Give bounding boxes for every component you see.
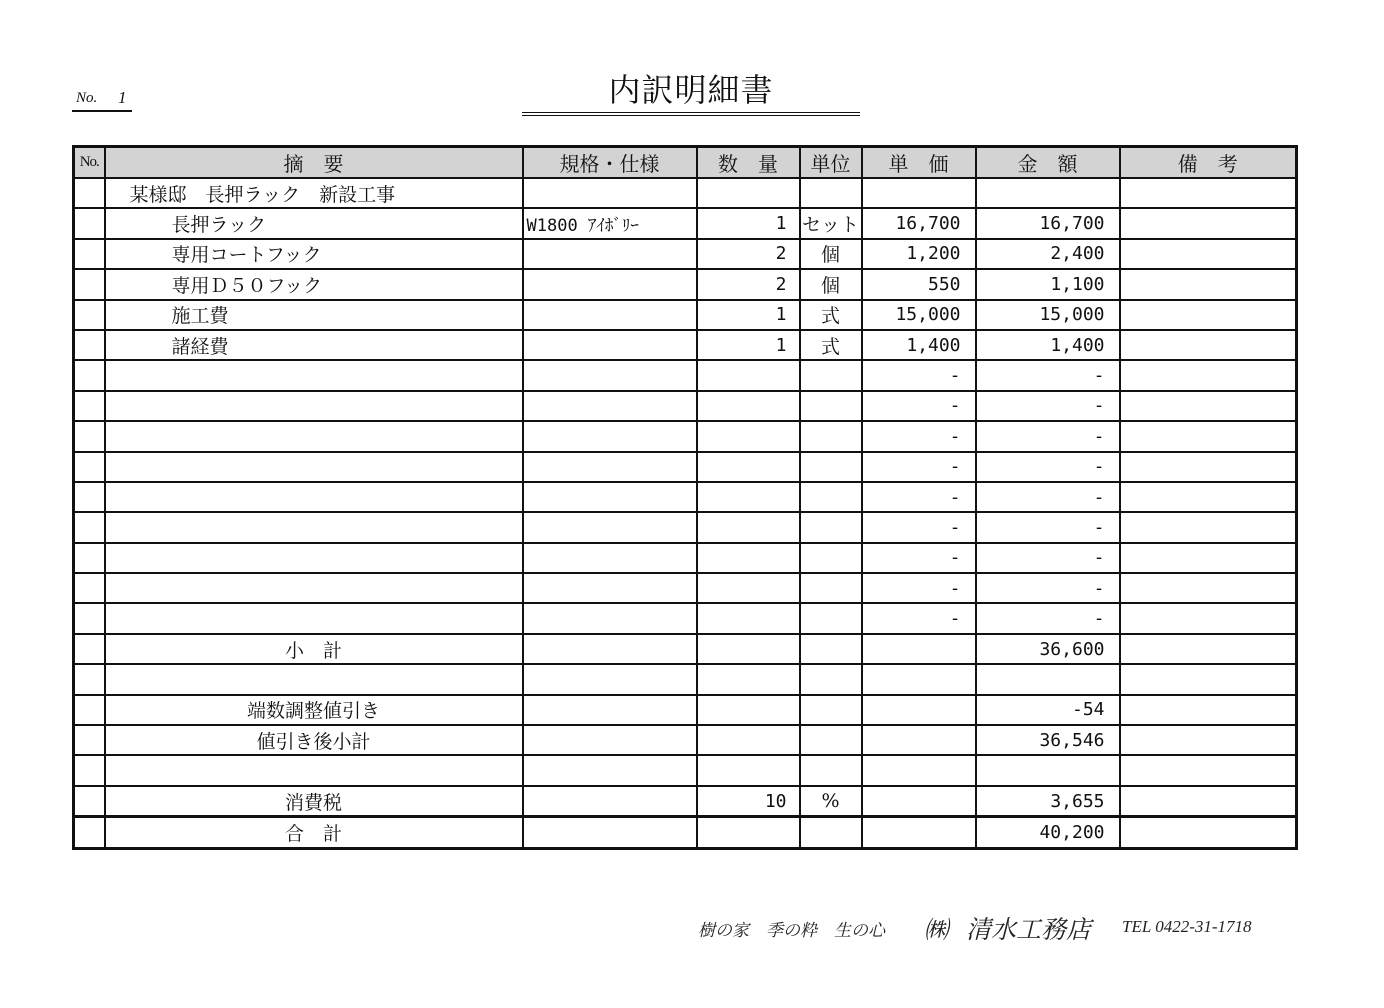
spec-cell	[523, 543, 697, 573]
quantity-cell	[697, 725, 800, 755]
document-number	[72, 86, 132, 112]
unit-cell	[800, 421, 862, 451]
no-cell	[74, 452, 105, 482]
unit-price-cell	[862, 725, 976, 755]
company-corporation-mark: ㈱	[924, 916, 948, 944]
amount-cell: -	[976, 512, 1120, 542]
blank-row	[74, 664, 1297, 694]
amount-cell: 1,400	[976, 330, 1120, 360]
spec-cell	[523, 817, 697, 848]
description-cell	[105, 573, 523, 603]
header-unit-price: 単 価	[862, 147, 976, 179]
table-row	[74, 360, 1297, 390]
description-cell: 施工費	[105, 300, 523, 330]
table-row	[74, 482, 1297, 512]
document-number-value: 1	[118, 88, 127, 107]
remarks-cell	[1120, 786, 1297, 817]
document-number-label: No.	[76, 90, 98, 106]
unit-price-cell: -	[862, 421, 976, 451]
no-cell	[74, 482, 105, 512]
no-cell	[74, 239, 105, 269]
unit-price-cell: -	[862, 512, 976, 542]
no-cell	[74, 725, 105, 755]
total-amount: 40,200	[976, 817, 1120, 848]
description-cell	[105, 482, 523, 512]
remarks-cell	[1120, 239, 1297, 269]
no-cell	[74, 421, 105, 451]
tax-rate: 10	[697, 786, 800, 817]
no-cell	[74, 543, 105, 573]
table-row	[74, 178, 1297, 208]
tax-label: 消費税	[105, 786, 523, 817]
quantity-cell: 2	[697, 269, 800, 299]
amount-cell: -	[976, 543, 1120, 573]
remarks-cell	[1120, 360, 1297, 390]
document-title: 内訳明細書	[522, 68, 860, 116]
tax-row	[74, 786, 1297, 817]
remarks-cell	[1120, 391, 1297, 421]
unit-cell: 式	[800, 300, 862, 330]
subtotal-row	[74, 634, 1297, 664]
amount-cell: -	[976, 391, 1120, 421]
amount-cell: -	[976, 603, 1120, 633]
spec-cell	[523, 512, 697, 542]
remarks-cell	[1120, 482, 1297, 512]
unit-price-cell: 15,000	[862, 300, 976, 330]
amount-cell: 1,100	[976, 269, 1120, 299]
unit-cell	[800, 817, 862, 848]
unit-price-cell: -	[862, 360, 976, 390]
total-label: 合 計	[105, 817, 523, 848]
unit-cell	[800, 452, 862, 482]
spec-cell	[523, 178, 697, 208]
company-phone: TEL 0422-31-1718	[1122, 917, 1252, 936]
discount-row	[74, 695, 1297, 725]
quantity-cell	[697, 421, 800, 451]
unit-cell	[800, 178, 862, 208]
description-cell	[105, 603, 523, 633]
remarks-cell	[1120, 421, 1297, 451]
description-cell	[105, 543, 523, 573]
table-row	[74, 391, 1297, 421]
unit-price-cell	[862, 178, 976, 208]
unit-cell	[800, 725, 862, 755]
table-row	[74, 239, 1297, 269]
quantity-cell	[697, 482, 800, 512]
unit-cell	[800, 512, 862, 542]
tax-unit: %	[800, 786, 862, 817]
spec-cell	[523, 695, 697, 725]
unit-price-cell: 550	[862, 269, 976, 299]
table-row	[74, 452, 1297, 482]
subtotal-amount: 36,600	[976, 634, 1120, 664]
description-cell	[105, 512, 523, 542]
unit-cell: 個	[800, 239, 862, 269]
discount-amount: -54	[976, 695, 1120, 725]
no-cell	[74, 512, 105, 542]
remarks-cell	[1120, 452, 1297, 482]
quantity-cell: 2	[697, 239, 800, 269]
remarks-cell	[1120, 695, 1297, 725]
no-cell	[74, 695, 105, 725]
header-description: 摘 要	[105, 147, 523, 179]
no-cell	[74, 330, 105, 360]
spec-cell	[523, 360, 697, 390]
unit-cell	[800, 634, 862, 664]
no-cell	[74, 178, 105, 208]
header-no: No.	[74, 147, 105, 179]
table-row	[74, 300, 1297, 330]
unit-price-cell: 1,400	[862, 330, 976, 360]
company-motto: 樹の家 季の粋 生の心	[698, 921, 885, 941]
after-discount-label: 値引き後小計	[105, 725, 523, 755]
spec-cell: W1800 ｱｲﾎﾞﾘｰ	[523, 208, 697, 238]
quantity-cell	[697, 512, 800, 542]
unit-cell	[800, 695, 862, 725]
tax-amount: 3,655	[976, 786, 1120, 817]
unit-price-cell: -	[862, 452, 976, 482]
amount-cell: 2,400	[976, 239, 1120, 269]
remarks-cell	[1120, 208, 1297, 238]
unit-cell: セット	[800, 208, 862, 238]
spec-cell	[523, 573, 697, 603]
unit-cell	[800, 573, 862, 603]
unit-cell	[800, 482, 862, 512]
table-row	[74, 543, 1297, 573]
amount-cell: 15,000	[976, 300, 1120, 330]
after-discount-amount: 36,546	[976, 725, 1120, 755]
unit-price-cell: -	[862, 482, 976, 512]
quantity-cell	[697, 543, 800, 573]
amount-cell: 16,700	[976, 208, 1120, 238]
quantity-cell: 1	[697, 330, 800, 360]
itemized-statement-table	[72, 145, 1298, 850]
quantity-cell	[697, 603, 800, 633]
unit-price-cell	[862, 634, 976, 664]
spec-cell	[523, 786, 697, 817]
quantity-cell	[697, 634, 800, 664]
remarks-cell	[1120, 512, 1297, 542]
discount-label: 端数調整値引き	[105, 695, 523, 725]
unit-cell	[800, 360, 862, 390]
no-cell	[74, 573, 105, 603]
table-header-row	[74, 147, 1297, 179]
quantity-cell	[697, 817, 800, 848]
description-cell	[105, 452, 523, 482]
company-footer	[698, 910, 1298, 946]
no-cell	[74, 360, 105, 390]
spec-cell	[523, 239, 697, 269]
unit-cell: 個	[800, 269, 862, 299]
description-cell: 諸経費	[105, 330, 523, 360]
amount-cell: -	[976, 573, 1120, 603]
unit-cell	[800, 603, 862, 633]
unit-price-cell: 16,700	[862, 208, 976, 238]
remarks-cell	[1120, 725, 1297, 755]
unit-price-cell: -	[862, 391, 976, 421]
amount-cell: -	[976, 482, 1120, 512]
total-row	[74, 817, 1297, 848]
quantity-cell	[697, 360, 800, 390]
description-cell	[105, 360, 523, 390]
amount-cell: -	[976, 360, 1120, 390]
table-row	[74, 512, 1297, 542]
spec-cell	[523, 330, 697, 360]
spec-cell	[523, 725, 697, 755]
header-spec: 規格・仕様	[523, 147, 697, 179]
spec-cell	[523, 269, 697, 299]
unit-price-cell	[862, 817, 976, 848]
remarks-cell	[1120, 634, 1297, 664]
description-cell	[105, 421, 523, 451]
description-cell: 専用コートフック	[105, 239, 523, 269]
unit-cell: 式	[800, 330, 862, 360]
no-cell	[74, 269, 105, 299]
spec-cell	[523, 421, 697, 451]
spec-cell	[523, 634, 697, 664]
unit-price-cell: -	[862, 603, 976, 633]
table-row	[74, 421, 1297, 451]
table-row	[74, 603, 1297, 633]
unit-price-cell: 1,200	[862, 239, 976, 269]
remarks-cell	[1120, 817, 1297, 848]
remarks-cell	[1120, 543, 1297, 573]
spec-cell	[523, 391, 697, 421]
amount-cell	[976, 178, 1120, 208]
no-cell	[74, 208, 105, 238]
quantity-cell: 1	[697, 208, 800, 238]
spec-cell	[523, 603, 697, 633]
table-row	[74, 208, 1297, 238]
spec-cell	[523, 300, 697, 330]
blank-row	[74, 755, 1297, 785]
no-cell	[74, 391, 105, 421]
spec-cell	[523, 482, 697, 512]
header-remarks: 備 考	[1120, 147, 1297, 179]
remarks-cell	[1120, 330, 1297, 360]
unit-price-cell: -	[862, 573, 976, 603]
unit-price-cell: -	[862, 543, 976, 573]
no-cell	[74, 300, 105, 330]
quantity-cell	[697, 573, 800, 603]
unit-price-cell	[862, 786, 976, 817]
no-cell	[74, 603, 105, 633]
no-cell	[74, 786, 105, 817]
no-cell	[74, 634, 105, 664]
unit-cell	[800, 543, 862, 573]
company-name: 清水工務店	[966, 915, 1092, 944]
header-quantity: 数 量	[697, 147, 800, 179]
table-row	[74, 269, 1297, 299]
unit-cell	[800, 391, 862, 421]
quantity-cell	[697, 178, 800, 208]
description-cell: 長押ラック	[105, 208, 523, 238]
remarks-cell	[1120, 300, 1297, 330]
unit-price-cell	[862, 695, 976, 725]
table-row	[74, 330, 1297, 360]
quantity-cell: 1	[697, 300, 800, 330]
header-unit: 単位	[800, 147, 862, 179]
after-discount-row	[74, 725, 1297, 755]
description-cell: 某様邸 長押ラック 新設工事	[105, 178, 523, 208]
amount-cell: -	[976, 452, 1120, 482]
subtotal-label: 小 計	[105, 634, 523, 664]
quantity-cell	[697, 452, 800, 482]
quantity-cell	[697, 391, 800, 421]
amount-cell: -	[976, 421, 1120, 451]
spec-cell	[523, 452, 697, 482]
item-rows	[74, 178, 1297, 634]
remarks-cell	[1120, 178, 1297, 208]
quantity-cell	[697, 695, 800, 725]
no-cell	[74, 817, 105, 848]
header-amount: 金 額	[976, 147, 1120, 179]
description-cell	[105, 391, 523, 421]
remarks-cell	[1120, 269, 1297, 299]
table-row	[74, 573, 1297, 603]
description-cell: 専用Ｄ５０フック	[105, 269, 523, 299]
remarks-cell	[1120, 573, 1297, 603]
remarks-cell	[1120, 603, 1297, 633]
